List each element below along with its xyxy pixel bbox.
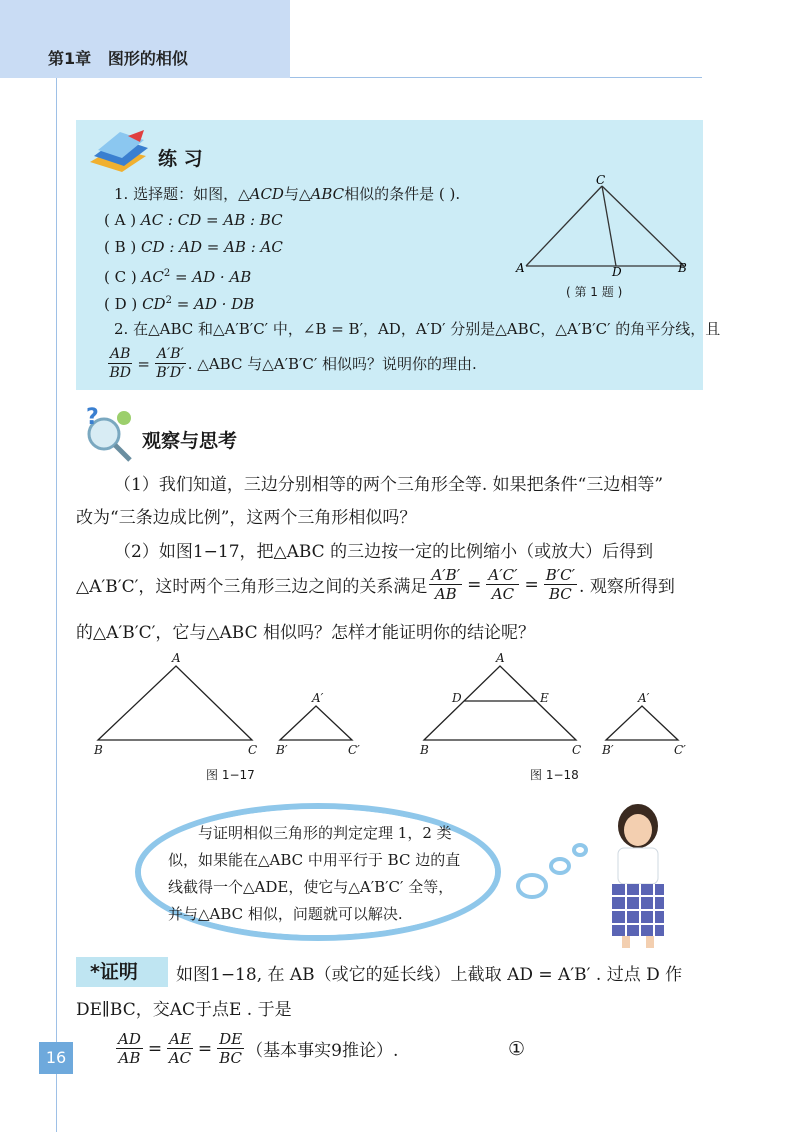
fig17-label-c2: C′: [348, 743, 360, 757]
fig17-triangle-a2b2c2: [280, 706, 352, 740]
fig17-label-a: A: [172, 651, 181, 665]
q1-label-c: C: [596, 173, 606, 187]
q1-figure: [512, 172, 692, 282]
proof-line1: 如图1−18, 在 AB（或它的延长线）上截取 AD = A′B′ . 过点 D 作: [176, 965, 683, 985]
fig17-label-a2: A′: [312, 691, 324, 705]
observe-p1-line2: 改为“三条边成比例”，这两个三角形相似吗？: [76, 508, 417, 528]
fig18-triangle-abc: [424, 666, 576, 740]
chapter-title: 图形的相似: [107, 49, 188, 68]
observe-p2-line3: 的△A′B′C′，它与△ABC 相似吗？怎样才能证明你的结论呢？: [76, 623, 535, 643]
cloud-line1: 与证明相似三角形的判定定理 1，2 类: [198, 824, 452, 842]
cloud-line2: 似，如果能在△ABC 中用平行于 BC 边的直: [168, 851, 461, 869]
cloud-bubble-large: [518, 875, 546, 897]
margin-line: [56, 78, 57, 1132]
q2-line2: $\frac{AB}{BD}$ = $\frac{A'B'}{B'D'}$ . △ABC 与△A′B′C′ 相似吗？说明你的理由.: [109, 346, 477, 381]
cloud-bubble-medium: [551, 859, 569, 873]
fig17-label-b: B: [94, 743, 103, 757]
cloud-bubble-small: [574, 845, 586, 855]
girl-illustration: [598, 800, 680, 950]
fig18-label-b2: B′: [602, 743, 614, 757]
cloud-line3: 线截得一个△ADE，使它与△A′B′C′ 全等，: [168, 878, 454, 896]
page-number: 16: [39, 1042, 73, 1074]
fig18-label-e: E: [540, 691, 549, 705]
q1-stem: 1. 选择题：如图，△ACD与△ABC相似的条件是 ( ).: [114, 185, 461, 203]
fig18-label-b: B: [420, 743, 429, 757]
observe-p2-line2: △A′B′C′，这时两个三角形三边之间的关系满足 $\frac{A'B'}{AB}$ = $\frac{A'C'}{AC}$ = $\frac{B'C'}{BC}$ . 观察所得到: [76, 566, 675, 603]
observe-magnifier-icon: [78, 404, 140, 464]
fig17-label-c: C: [248, 743, 258, 757]
svg-text:?: ?: [86, 405, 99, 430]
fig18-label-c2: C′: [674, 743, 686, 757]
q1-option-c: ( C ) $AC^2$ = AD · AB: [104, 268, 252, 286]
fig17-triangle-abc: [98, 666, 252, 740]
q1-label-a: A: [516, 261, 525, 275]
header-rule: [290, 77, 702, 78]
q1-label-b: B: [678, 261, 687, 275]
exercise-title: 练 习: [158, 148, 203, 170]
fig18-label-a: A: [496, 651, 505, 665]
cloud-line4: 并与△ABC 相似，问题就可以解决.: [168, 905, 403, 923]
fig18-label-d: D: [452, 691, 462, 705]
q1-option-a: ( A ) AC : CD = AB : BC: [104, 211, 283, 229]
fig18-label-a2: A′: [638, 691, 650, 705]
fig18-triangle-a2b2c2: [606, 706, 678, 740]
fig18-caption: 图 1−18: [530, 768, 579, 782]
chapter-header: [48, 46, 188, 69]
fig17-caption: 图 1−17: [206, 768, 255, 782]
q1-option-d: ( D ) $CD^2$ = AD · DB: [104, 295, 255, 313]
q2-line1: 2. 在△ABC 和△A′B′C′ 中，∠B = B′，AD，A′D′ 分别是△ABC，△A′B′C′ 的角平分线，且: [114, 320, 721, 338]
exercise-book-icon: [84, 126, 154, 176]
proof-badge: *证明: [76, 957, 168, 987]
proof-equation: $\frac{AD}{AB}$ = $\frac{AE}{AC}$ = $\frac{DE}{BC}$ （基本事实9推论）.: [118, 1030, 399, 1067]
q1-caption: ( 第 1 题 ): [566, 285, 623, 299]
q1-label-d: D: [612, 265, 622, 279]
observe-p2-line1: （2）如图1−17，把△ABC 的三边按一定的比例缩小（或放大）后得到: [114, 542, 654, 562]
chapter-number: 第1章: [48, 49, 92, 68]
observe-title: 观察与思考: [142, 430, 238, 452]
observe-p1-line1: （1）我们知道，三边分别相等的两个三角形全等. 如果把条件“三边相等”: [114, 475, 664, 495]
triangle-figures: [80, 650, 720, 760]
fig17-label-b2: B′: [276, 743, 288, 757]
fig18-label-c: C: [572, 743, 582, 757]
proof-line2: DE∥BC，交AC于点E . 于是: [76, 1000, 292, 1020]
q1-option-b: ( B ) CD : AD = AB : AC: [104, 238, 283, 256]
equation-marker: ①: [508, 1038, 526, 1060]
